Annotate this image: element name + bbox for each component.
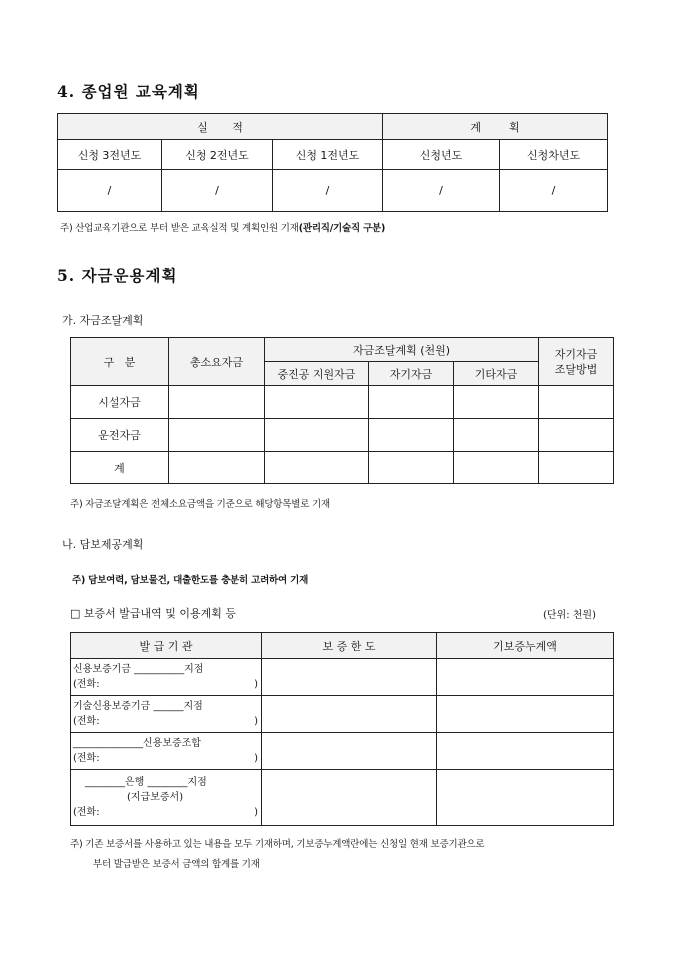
input-cell[interactable] (262, 696, 437, 733)
header-total: 총소요자금 (169, 338, 265, 386)
header-own-fund: 자기자금 (369, 362, 454, 386)
funding-plan-table (70, 337, 614, 484)
input-cell[interactable] (437, 659, 614, 696)
input-cell[interactable] (454, 386, 539, 419)
header-category: 구 분 (71, 338, 169, 386)
issuer-cell[interactable] (71, 770, 262, 826)
header-other-fund: 기타자금 (454, 362, 539, 386)
input-cell[interactable] (265, 452, 369, 484)
issuer-cell[interactable] (71, 733, 262, 770)
input-cell[interactable] (262, 659, 437, 696)
header-cumulative: 기보증누계액 (437, 633, 614, 659)
issuer-line: 기술신용보증기금 ______지점 (73, 701, 203, 712)
input-cell[interactable] (454, 452, 539, 484)
input-cell[interactable] (539, 386, 614, 419)
issuer-line: ______________신용보증조합 (73, 738, 201, 749)
col-header: 신청 1전년도 (273, 140, 383, 170)
row-label: 계 (71, 452, 169, 484)
phone-line: (전화: ) (73, 716, 258, 727)
collateral-note: 주) 담보여력, 담보물건, 대출한도를 충분히 고려하여 기재 (72, 575, 309, 586)
input-cell[interactable] (262, 770, 437, 826)
input-cell[interactable] (369, 419, 454, 452)
issuer-cell[interactable] (71, 696, 262, 733)
note-bold-text: (관리직/기술직 구분) (298, 223, 386, 234)
guarantee-note-line2: 부터 발급받은 보증서 금액의 합계를 기재 (93, 859, 260, 870)
section4-title: 4. 종업원 교육계획 (57, 82, 200, 101)
value-cell[interactable]: / (383, 170, 500, 212)
section4-note (60, 220, 385, 234)
section5-title: 5. 자금운용계획 (57, 266, 178, 285)
value-cell[interactable]: / (500, 170, 608, 212)
input-cell[interactable] (539, 419, 614, 452)
value-cell[interactable]: / (162, 170, 273, 212)
input-cell[interactable] (437, 770, 614, 826)
phone-line: (전화: ) (73, 753, 258, 764)
issuer-cell[interactable] (71, 659, 262, 696)
col-header: 신청차년도 (500, 140, 608, 170)
col-header: 신청 3전년도 (58, 140, 162, 170)
header-funding-plan: 자금조달계획 (천원) (265, 338, 539, 362)
input-cell[interactable] (262, 733, 437, 770)
header-actual: 실 적 (58, 114, 383, 140)
header-issuer: 발 급 기 관 (71, 633, 262, 659)
input-cell[interactable] (169, 452, 265, 484)
unit-label: (단위: 천원) (543, 610, 596, 621)
input-cell[interactable] (369, 452, 454, 484)
value-cell[interactable]: / (58, 170, 162, 212)
input-cell[interactable] (437, 696, 614, 733)
phone-line: (전화: ) (73, 807, 258, 818)
issuer-line: 신용보증기금 __________지점 (73, 664, 204, 675)
row-label: 시설자금 (71, 386, 169, 419)
header-plan: 계 획 (383, 114, 608, 140)
training-plan-table (57, 113, 608, 212)
input-cell[interactable] (539, 452, 614, 484)
phone-line: (전화: ) (73, 679, 258, 690)
guarantee-note-line1: 주) 기존 보증서를 사용하고 있는 내용을 모두 기재하며, 기보증누계액란에는 신청일 현재 보증기관으로 (70, 839, 485, 850)
input-cell[interactable] (169, 419, 265, 452)
header-sbc-fund: 중진공 지원자금 (265, 362, 369, 386)
issuer-subline: (지급보증서) (127, 792, 184, 803)
row-label: 운전자금 (71, 419, 169, 452)
header-method: 자기자금 조달방법 (539, 338, 614, 386)
input-cell[interactable] (454, 419, 539, 452)
value-cell[interactable]: / (273, 170, 383, 212)
col-header: 신청 2전년도 (162, 140, 273, 170)
input-cell[interactable] (169, 386, 265, 419)
note-text: 주) 산업교육기관으로 부터 받은 교육실적 및 계획인원 기재 (60, 223, 299, 234)
input-cell[interactable] (265, 386, 369, 419)
guarantee-table (70, 632, 614, 826)
subsection-b-title: 나. 담보제공계획 (62, 538, 144, 551)
col-header: 신청년도 (383, 140, 500, 170)
input-cell[interactable] (437, 733, 614, 770)
subsection-a-title: 가. 자금조달계획 (62, 314, 144, 327)
input-cell[interactable] (369, 386, 454, 419)
input-cell[interactable] (265, 419, 369, 452)
funding-note: 주) 자금조달계획은 전체소요금액을 기준으로 해당항목별로 기재 (70, 499, 330, 510)
guarantee-title: □ 보증서 발급내역 및 이용계획 등 (70, 607, 237, 620)
header-limit: 보 증 한 도 (262, 633, 437, 659)
issuer-line: ________은행 ________지점 (85, 777, 207, 788)
